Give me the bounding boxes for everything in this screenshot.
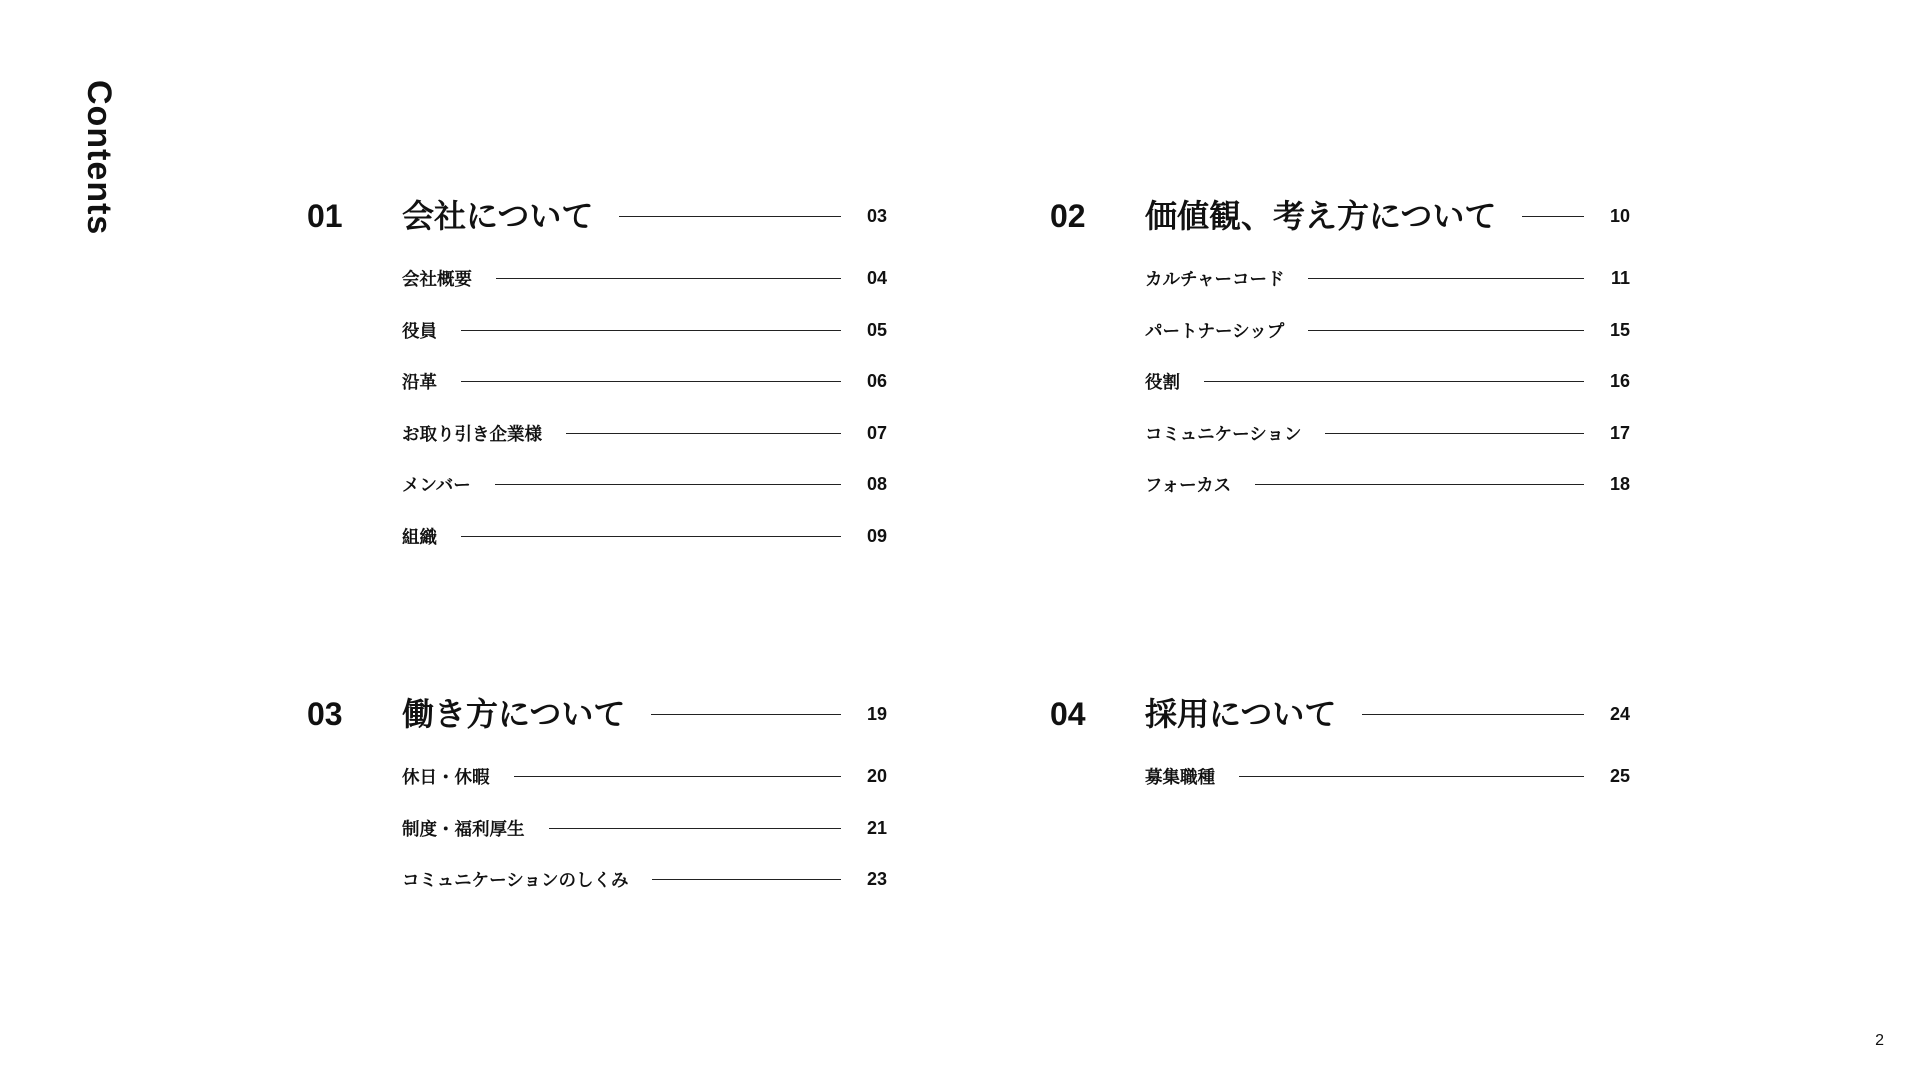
toc-item[interactable]	[1145, 459, 1630, 511]
leader-line	[514, 776, 842, 777]
toc-item-page: 17	[1609, 422, 1630, 443]
section-page-number: 24	[1609, 703, 1630, 724]
leader-line	[619, 216, 841, 217]
toc-item-label: カルチャーコード	[1145, 270, 1285, 291]
toc-item[interactable]	[402, 511, 887, 563]
leader-line	[495, 484, 841, 485]
toc-item[interactable]	[402, 803, 887, 855]
leader-line	[1522, 216, 1584, 217]
toc-item-label: お取り引き企業様	[402, 424, 542, 445]
toc-item-label: 休日・休暇	[402, 768, 490, 789]
toc-item[interactable]	[402, 854, 887, 906]
toc-item-label: 制度・福利厚生	[402, 819, 525, 840]
toc-item-page: 25	[1609, 766, 1630, 787]
section-number: 02	[1050, 198, 1086, 234]
toc-item-label: 会社概要	[402, 270, 472, 291]
leader-line	[1255, 484, 1584, 485]
toc-item-label: 沿革	[402, 373, 437, 394]
toc-item[interactable]	[402, 459, 887, 511]
toc-item-list	[402, 253, 887, 562]
toc-item[interactable]	[1145, 408, 1630, 460]
section-title: 採用について	[1145, 695, 1337, 733]
toc-item-page: 07	[866, 422, 887, 443]
toc-item-label: 役員	[402, 321, 437, 342]
toc-item-page: 15	[1609, 319, 1630, 340]
section-number: 01	[307, 198, 343, 234]
section-heading-link[interactable]	[402, 196, 887, 236]
leader-line	[549, 828, 842, 829]
toc-item-label: 役割	[1145, 373, 1180, 394]
toc-item-label: コミュニケーション	[1145, 424, 1302, 445]
leader-line	[651, 714, 841, 715]
leader-line	[1308, 278, 1584, 279]
leader-line	[652, 879, 841, 880]
leader-line	[566, 433, 841, 434]
leader-line	[1325, 433, 1584, 434]
toc-item[interactable]	[402, 408, 887, 460]
leader-line	[461, 330, 841, 331]
toc-item-label: フォーカス	[1145, 476, 1232, 497]
footer-page-number: 2	[1875, 1032, 1884, 1049]
section-title: 会社について	[402, 197, 594, 235]
leader-line	[1362, 714, 1584, 715]
toc-item-page: 11	[1610, 268, 1630, 289]
toc-item-list	[402, 751, 887, 906]
toc-item[interactable]	[1145, 305, 1630, 357]
toc-item[interactable]	[1145, 253, 1630, 305]
toc-item[interactable]	[402, 356, 887, 408]
section-number: 03	[307, 696, 343, 732]
toc-item-page: 16	[1609, 371, 1630, 392]
toc-item[interactable]	[1145, 356, 1630, 408]
toc-item-label: 募集職種	[1145, 768, 1215, 789]
leader-line	[1308, 330, 1584, 331]
toc-item-page: 06	[866, 371, 887, 392]
section-title: 価値観、考え方について	[1145, 197, 1497, 235]
section-heading-link[interactable]	[1145, 694, 1630, 734]
toc-item-label: コミュニケーションのしくみ	[402, 871, 629, 892]
toc-item-page: 18	[1609, 474, 1630, 495]
toc-item-page: 08	[866, 474, 887, 495]
toc-item[interactable]	[402, 253, 887, 305]
leader-line	[461, 536, 841, 537]
toc-item[interactable]	[402, 751, 887, 803]
section-title: 働き方について	[402, 695, 626, 733]
section-page-number: 03	[866, 205, 887, 226]
toc-item-label: パートナーシップ	[1145, 321, 1285, 342]
toc-item-list	[1145, 253, 1630, 511]
section-page-number: 19	[866, 703, 887, 724]
section-number: 04	[1050, 696, 1086, 732]
toc-item-label: 組織	[402, 527, 437, 548]
toc-item-page: 20	[866, 766, 887, 787]
section-heading-link[interactable]	[1145, 196, 1630, 236]
leader-line	[1204, 381, 1584, 382]
leader-line	[1239, 776, 1584, 777]
page-title: Contents	[80, 80, 118, 236]
toc-item[interactable]	[1145, 751, 1630, 803]
toc-item-page: 04	[866, 268, 887, 289]
toc-item[interactable]	[402, 305, 887, 357]
toc-item-page: 05	[866, 319, 887, 340]
toc-item-page: 21	[866, 817, 887, 838]
toc-item-page: 09	[866, 525, 887, 546]
toc-item-label: メンバー	[402, 476, 471, 497]
leader-line	[461, 381, 841, 382]
section-heading-link[interactable]	[402, 694, 887, 734]
toc-item-page: 23	[866, 869, 887, 890]
leader-line	[496, 278, 841, 279]
section-page-number: 10	[1609, 205, 1630, 226]
toc-item-list	[1145, 751, 1630, 803]
